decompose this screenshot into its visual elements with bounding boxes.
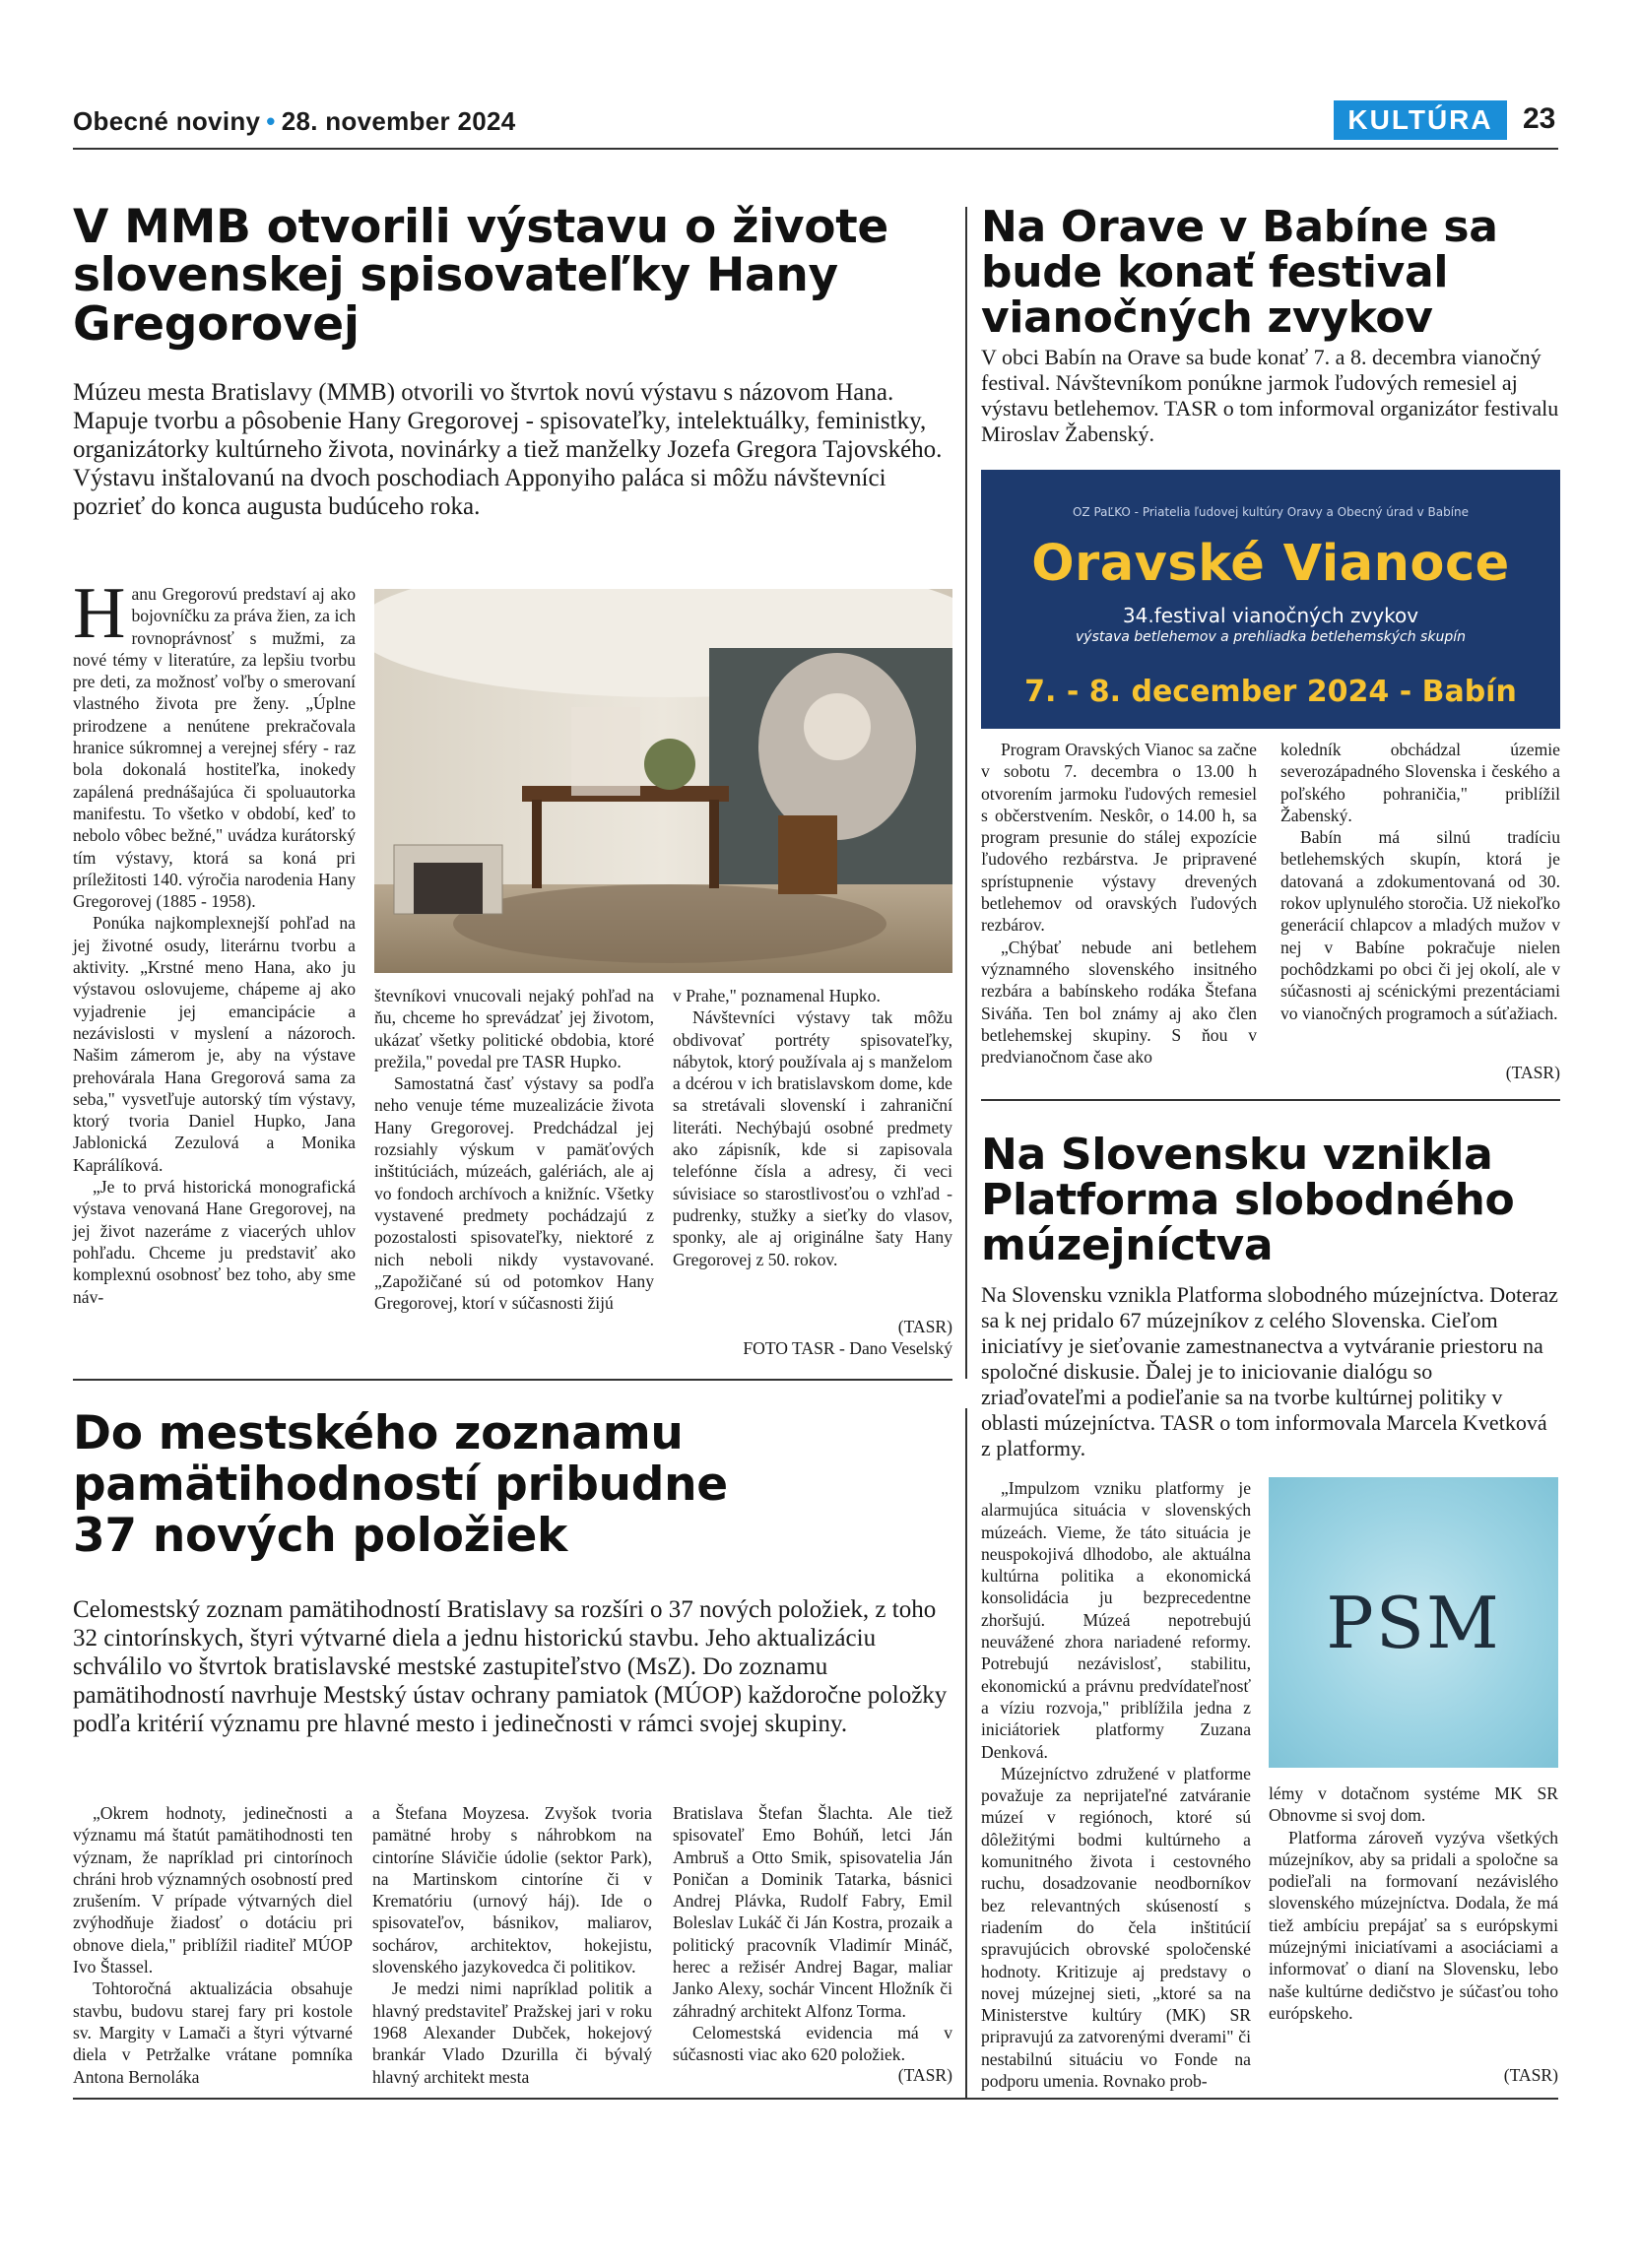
poster-organizers: OZ PaĽKO - Priatelia ľudovej kultúry Oravy a Obecný úrad v Babíne <box>1072 505 1470 519</box>
article3-col2-p1: lémy v dotačnom systéme MK SR Obnovme si svoj dom. <box>1269 1783 1558 1826</box>
article1-col2-p2: Samostatná časť výstavy sa podľa neho venuje téme muzealizácie života Hany Gregorovej. Predchádzal jej rozsiahly výskum v pamäťových inštitúciách, múzeách, galériách, ale aj vo fondoch archívoch a knižníc. Všetky vystavené predmety pochádzajú z pozostalosti spisovateľky, niektoré z nich neboli nikdy vystavované. „Zapožičané sú od potomkov Hany Gregorovej, ktorí v súčasnosti žijú <box>374 1073 654 1314</box>
article4-headline-line-3: 37 nových položiek <box>73 1509 568 1563</box>
article4-col1-p2: Tohtoročná aktualizácia obsahuje stavbu, budovu starej fary pri kostole sv. Margity v Lamači a štyri výtvarné diela v Petržalke vrátane pomníka Antona Bernoláka <box>73 1978 353 2087</box>
article4-column-2 <box>372 1802 652 2088</box>
article3-headline: Na Slovensku vznikla Platforma slobodného múzejníctva <box>981 1130 1515 1271</box>
festival-poster <box>981 470 1560 729</box>
article-divider <box>73 1379 952 1381</box>
publication-name: Obecné noviny <box>73 106 261 136</box>
column-rule <box>965 207 967 1379</box>
article1-col3-p1: v Prahe," poznamenal Hupko. <box>673 986 881 1005</box>
poster-title: Oravské Vianoce <box>1031 535 1510 593</box>
article3-col1-p2: Múzejníctvo združené v platforme považuje za neprijateľné zatváranie múzeí v regiónoch, ktoré sú dôležitými bodmi kultúrneho a komunitného života i cestovného ruchu, dosadzovanie neodborníkov bez relevantných skúseností s riadením do čela inštitúcií spravujúcich obrovské spoločenské hodnoty. Kritizuje aj predstavy o novej múzejnej sieti, „ktoré sa na Ministerstve kultúry (MK) SR pripravujú za zatvorenými dverami" či nestabilnú situáciu vo Fonde na podporu umenia. Rovnako prob- <box>981 1763 1251 2092</box>
article4-col2-p2: Je medzi nimi napríklad politik a hlavný predstaviteľ Pražskej jari v roku 1968 Alexander Dubček, hokejový brankár Vlado Dzurilla či bývalý hlavný architekt mesta <box>372 1978 652 2087</box>
article1-col1-p3: „Je to prvá historická monografická výstava venovaná Hane Gregorovej, na jej život nazeráme z viacerých uhlov pohľadu. Chceme ju predstaviť ako komplexnú osobnosť bez toho, aby sme náv- <box>73 1177 356 1307</box>
article2-column-2 <box>1280 739 1560 1024</box>
article1-photo-credit: FOTO TASR - Dano Veselský <box>743 1338 952 1358</box>
poster-subtitle: 34.festival vianočných zvykov <box>1122 604 1419 627</box>
article4-lead: Celomestský zoznam pamätihodností Bratislavy sa rozšíri o 37 nových položiek, z toho 32 cintorínskych, štyri výtvarné diela a jednu historickú stavbu. Jeho aktualizáciu schválilo vo štvrtok bratislavské mestské zastupiteľstvo (MsZ). Do zoznamu pamätihodností navrhuje Mestský ústav ochrany pamiatok (MÚOP) každoročne položky podľa kritérií významu pre hlavné mesto i jedinečnosti v rámci svojej skupiny. <box>73 1596 948 1737</box>
separator-dot: • <box>266 106 276 136</box>
article2-col2-p2: Babín má silnú tradíciu betlehemských skupín, ktorá je datovaná a zdokumentovaná od 30. rokov uplynulého storočia. Už niekoľko generácií chlapcov a mladých mužov v nej v Babíne pokračuje nielen pochôdzkami po obci či jej okolí, ale v súčasnosti aj scénickými prezentáciami vo vianočných programoch a súťažiach. <box>1280 827 1560 1023</box>
article1-col2-p1: števníkovi vnucovali nejaký pohľad na ňu, chceme ho sprevádzať jej životom, ukázať všetky politické obdobia, ktoré prežila," povedal pre TASR Hupko. <box>374 986 654 1071</box>
article2-column-1 <box>981 739 1257 1068</box>
article2-col1-p2: „Chýbať nebude ani betlehem významného slovenského insitného rezbára a babínskeho rodáka Štefana Siváňa. Ten bol známy aj ako člen betlehemskej skupiny. S ňou v predvianočnom čase ako <box>981 937 1257 1068</box>
article2-divider <box>981 1099 1560 1101</box>
article4-col1-p1: „Okrem hodnoty, jedinečnosti a významu má štatút pamätihodnosti ten význam, že napríklad pri cintorínoch chráni hrob významných osobností pred zrušením. V prípade výtvarných diel zvýhodňuje žiadosť o dotáciu pri obnove diela," priblížil riaditeľ MÚOP Ivo Štassel. <box>73 1803 353 1977</box>
section-label: KULTÚRA <box>1334 100 1507 140</box>
article3-column-2 <box>1269 1782 1558 2024</box>
psm-logo-text: PSM <box>1326 1581 1501 1664</box>
article4-headline <box>73 1408 959 1562</box>
article1-lead: Múzeu mesta Bratislavy (MMB) otvorili vo štvrtok novú výstavu s názovom Hana. Mapuje tvorbu a pôsobenie Hany Gregorovej - spisovateľky, intelektuálky, feministky, organizátorky kultúrneho života, novinárky a tiež manželky Jozefa Gregora Tajovského. Výstavu inštalovanú na dvoch poschodiach Apponyiho paláca si môžu návštevníci pozrieť do konca augusta budúceho roka. <box>73 379 943 520</box>
exhibition-photo <box>374 589 952 973</box>
page-number: 23 <box>1523 102 1556 135</box>
article2-col2-p1: koledník obchádzal územie severozápadného Slovenska i českého a poľského pohraničia," priblížil Žabenský. <box>1280 740 1560 825</box>
article4-source: (TASR) <box>897 2065 952 2085</box>
exhibition-room-image <box>374 589 952 973</box>
article1-column-1 <box>73 573 356 1308</box>
article4-headline-line-2: pamätihodností pribudne <box>73 1458 728 1512</box>
header-rule <box>73 148 1558 150</box>
issue-date: 28. november 2024 <box>281 106 516 136</box>
article3-col1-p1: „Impulzom vzniku platformy je alarmujúca situácia v slovenských múzeách. Vieme, že táto situácia je neuspokojivá dlhodobo, ale aktuálna kultúrna politika a ekonomická konsolidácia ju bezprecedentne zhoršujú. Múzeá nepotrebujú neuvážené zhora nariadené reformy. Potrebujú nezávislosť, stabilitu, ekonomickú a právnu predvídateľnosť a víziu rozvoja," priblížila jedna z iniciátoriek platformy Zuzana Denková. <box>981 1478 1251 1762</box>
article4-column-1 <box>73 1802 353 2088</box>
article1-headline: V MMB otvorili výstavu o živote slovenskej spisovateľky Hany Gregorovej <box>73 200 889 352</box>
article1-column-2 <box>374 985 654 1314</box>
dropcap-letter: H <box>73 573 126 654</box>
article1-col3-p2: Návštevníci výstavy tak môžu obdivovať portréty spisovateľky, nábytok, ktorý používala aj s manželom a dcérou v ich bratislavskom dome, kde sa stretávali slovenskí i zahraniční literáti. Nechýbajú osobné predmety ako zápisník, kde si zapisovala telefónne čísla a adresy, či veci súvisiace so starostlivosťou o vzhľad - pudrenky, stužky a sieťky do vlasov, sponky, ale aj originálne šaty Hany Gregorovej z 50. rokov. <box>673 1007 952 1269</box>
masthead <box>73 106 515 137</box>
article3-source: (TASR) <box>1503 2065 1558 2085</box>
column-rule-lower <box>965 1408 967 2098</box>
article2-source: (TASR) <box>1505 1063 1560 1082</box>
article1-col1-p2: Ponúka najkomplexnejší pohľad na jej životné osudy, literárnu tvorbu a aktivity. „Krstné meno Hana, ako ju výstavou oslovujeme, chápeme aj ako vyjadrenie jej emancipácie a nezávislosti v myslení a názoroch. Našim zámerom je, aby na výstave prehovárala Hana Gregorová sama za seba," vysvetľuje autorský tím výstavy, ktorý tvoria Daniel Hupko, Jana Jablonická Zezulová a Monika Kaprálíková. <box>73 913 356 1175</box>
footer-rule <box>73 2098 1558 2100</box>
poster-dates: 7. - 8. december 2024 - Babín <box>1024 675 1517 709</box>
article4-col3-p1: Bratislava Štefan Šlachta. Ale tiež spisovateľ Emo Bohúň, letci Ján Ambruš a Otto Smik, spisovatelia Ján Poničan a Dominik Tatarka, básnici Andrej Plávka, Rudolf Fabry, Emil Boleslav Lukáč či Ján Kostra, prozaik a politický pracovník Vladimír Mináč, herec a režisér Andrej Bagar, maliar Janko Alexy, sochár Vincent Hložník či záhradný architekt Alfonz Torma. <box>673 1803 952 2021</box>
article2-headline: Na Orave v Babíne sa bude konať festival vianočných zvykov <box>981 202 1498 344</box>
article1-col1-text: anu Gregorovú predstaví aj ako bojovníčku za práva žien, za ich rovnoprávnosť s mužmi, za nové témy v literatúre, za lepšiu tvorbu pre deti, za možnosť voľby o smerovaní vlastného života pre ženy. „Úplne prirodzene a nenútene prekračovala hranice súkromnej a verejnej sféry - raz bola dokonalá hostiteľka, inokedy zapálená prednášajúca či spoluautorka manifestu. To všetko v období, keď to nebolo vôbec bežné," uvádza kurátorský tím výstavy, ktorá sa koná pri príležitosti 140. výročia narodenia Hany Gregorovej (1885 - 1958). <box>73 584 356 912</box>
article4-col3-p2: Celomestská evidencia má v súčasnosti viac ako 620 položiek. <box>673 2022 952 2065</box>
article3-lead: Na Slovensku vznikla Platforma slobodného múzejníctva. Doteraz sa k nej pridalo 67 múzejníkov z celého Slovenska. Cieľom iniciatívy je sieťovanie zamestnanectva a vytváranie priestoru na spoločné diskusie. Ďalej je to iniciovanie dialógu so zriaďovateľmi a podieľanie sa na tvorbe kultúrnej politiky v oblasti múzejníctva. TASR o tom informovala Marcela Kvetková z platformy. <box>981 1282 1558 1460</box>
article2-lead: V obci Babín na Orave sa bude konať 7. a 8. decembra vianočný festival. Návštevníkom ponúkne jarmok ľudových remesiel aj výstavu betlehemov. TASR o tom informoval organizátor festivalu Miroslav Žabenský. <box>981 345 1559 446</box>
article3-col2-p2: Platforma zároveň vyzýva všetkých múzejníkov, aby sa pridali a spoločne sa podieľali na formovaní nezávislého slovenského múzejníctva. Dodala, že má tiež ambíciu prepájať sa s európskymi múzejnými iniciatívami a asociáciami a informovať o dianí na Slovensku, lebo naše kultúrne dedičstvo je súčasťou toho európskeho. <box>1269 1827 1558 2023</box>
psm-logo <box>1269 1477 1558 1768</box>
article4-headline-line-1: Do mestského zoznamu <box>73 1406 684 1460</box>
article3-column-1 <box>981 1477 1251 2092</box>
article1-source: (TASR) <box>897 1317 952 1336</box>
article4-col2-p1: a Štefana Moyzesa. Zvyšok tvoria pamätné hroby s náhrobkom na cintoríne Slávičie údolie (sektor Park), na Martinskom cintoríne či v Krematóriu (urnový háj). Ide o spisovateľov, básnikov, maliarov, sochárov, architektov, hokejistu, slovenského jazykovedca či politikov. <box>372 1803 652 1977</box>
article2-col1-p1: Program Oravských Vianoc sa začne v sobotu 7. decembra o 13.00 h otvorením jarmoku ľudových remesiel s občerstvením. Neskôr, o 14.00 h, sa program presunie do stálej expozície ľudového rezbárstva. Je pripravené sprístupnenie výstavy drevených betlehemov od oravských ľudových rezbárov. <box>981 740 1257 936</box>
article4-column-3 <box>673 1802 952 2066</box>
article1-column-3 <box>673 985 952 1270</box>
poster-subtitle-2: výstava betlehemov a prehliadka betlehemských skupín <box>1076 629 1466 645</box>
